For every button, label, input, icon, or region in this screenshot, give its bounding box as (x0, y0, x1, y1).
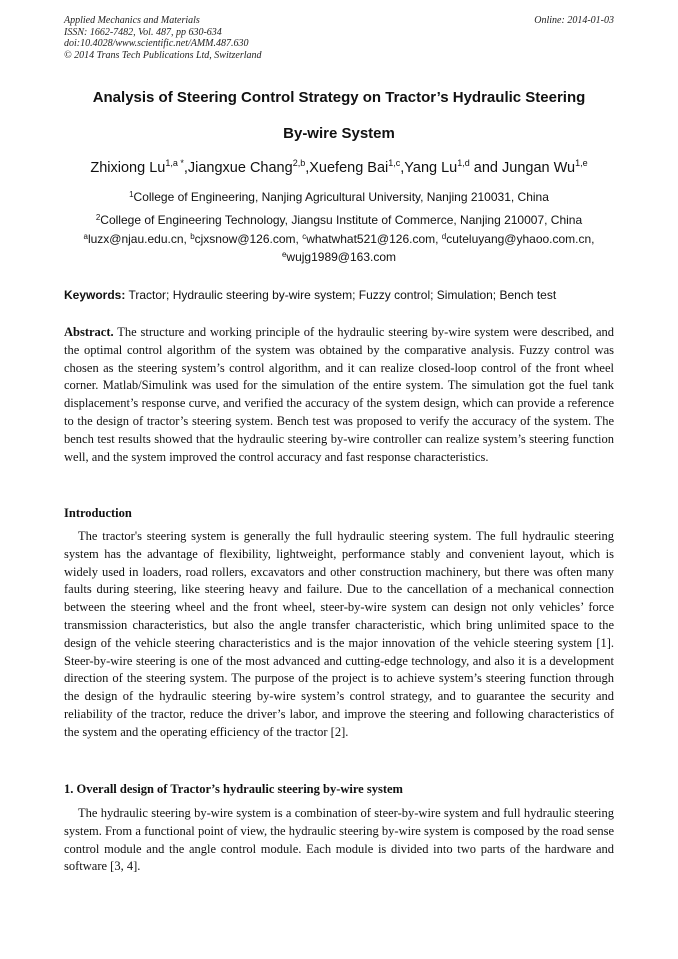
author-name: Zhixiong Lu (90, 160, 166, 176)
abstract-label: Abstract. (64, 325, 114, 339)
author-separator: , (400, 160, 405, 176)
author-separator: and (469, 160, 503, 176)
affiliation-mark: 1 (129, 190, 134, 199)
author-name: Xuefeng Bai (309, 160, 389, 176)
email-mark: b (190, 232, 195, 241)
email-text: luzx@njau.edu.cn, (87, 232, 191, 246)
author-name: Jungan Wu (502, 160, 576, 176)
email-mark: a (83, 232, 88, 241)
author-affiliation-mark: 1,d (457, 158, 470, 168)
journal-doi: doi:10.4028/www.scientific.net/AMM.487.630 (64, 38, 249, 49)
journal-issn: ISSN: 1662-7482, Vol. 487, pp 630-634 (64, 26, 222, 38)
keywords (64, 288, 624, 303)
journal-header (64, 15, 262, 61)
overall-design-paragraph: The hydraulic steering by-wire system is a combination of steer-by-wire system and full hydraulic steering system. From a functional point of view, the hydraulic steering by-wire system is composed by the road sense control module and the angle control module. Each module is divided into two parts of the hardware and software [3, 4]. (64, 806, 614, 874)
keywords-text: Tractor; Hydraulic steering by-wire system; Fuzzy control; Simulation; Bench test (125, 288, 557, 302)
affiliation-text: College of Engineering Technology, Jiangsu Institute of Commerce, Nanjing 210007, China (100, 213, 583, 227)
author-separator: , (305, 160, 310, 176)
author-separator: , (183, 160, 188, 176)
author-name: Yang Lu (404, 160, 458, 176)
author-affiliation-mark: 2,b (292, 158, 306, 168)
journal-name: Applied Mechanics and Materials (64, 15, 200, 26)
email-mark: e (281, 250, 287, 259)
author-list (20, 158, 658, 178)
author-emails (20, 232, 658, 247)
email-text: cuteluyang@yhaoo.com.cn, (446, 232, 595, 246)
journal-copyright: © 2014 Trans Tech Publications Ltd, Switzerland (64, 49, 262, 61)
abstract-text: The structure and working principle of the hydraulic steering by-wire system were described, and the optimal control algorithm of the system was obtained by the comparative analysis. Fuzzy control was chosen as the steering system’s control algorithm, and it can realize closed-loop control of the front wheel corner. Matlab/Simulink was used for the simulation of the entire system. The simulation got the fuel tank displacement’s response curve, and verified the accuracy of the system design, which can provide a reference to the design of tractor’s steering system. Bench test was proposed to verify the accuracy of the system. The bench test results showed that the hydraulic steering by-wire controller can realize system’s steering function well, and the system improved the control accuracy and fast response characteristics. (64, 325, 614, 464)
affiliation-mark: 2 (95, 213, 101, 222)
email-text: cjxsnow@126.com, (194, 232, 303, 246)
section-heading-introduction: Introduction (64, 506, 132, 520)
keywords-label: Keywords: (64, 288, 126, 302)
affiliation-text: College of Engineering, Nanjing Agricultural University, Nanjing 210031, China (133, 190, 549, 204)
email-mark: c (302, 232, 307, 241)
email-text: wujg1989@163.com (286, 250, 397, 264)
email-mark: d (441, 232, 447, 241)
section-heading-overall-design: 1. Overall design of Tractor’s hydraulic steering by-wire system (64, 782, 403, 796)
author-affiliation-mark: 1,a * (165, 158, 184, 168)
introduction-paragraph: The tractor's steering system is generally the full hydraulic steering system. The full hydraulic steering system has the advantage of flexibility, lightweight, performance stably and convenient layout, which is widely used in loaders, road rollers, excavators and other construction machinery, but there was often many faults during steering, like steering heavy and failure. Due to the cancellation of a mechanical connection between the steering wheel and the front wheel, steer-by-wire system can design not only vehicles’ force transmission characteristics, but also the angle transfer characteristic, which bring unlimited space to the design of the vehicle steering characteristics and is the major innovation of the vehicle steering system [1]. Steer-by-wire steering is one of the most advanced and cutting-edge technology, and also it is a development direction of the steering system. The purpose of the project is to achieve system’s steering function through the design of the hydraulic steering by-wire system’s control strategy, and to guarantee the security and reliability of the tractor, reduce the driver’s labor, and improve the steering and following characteristics of the system and the operating efficiency of the tractor [2]. (64, 529, 614, 739)
author-email-last (20, 250, 658, 265)
affiliation-1 (20, 190, 658, 205)
author-affiliation-mark: 1,c (388, 158, 401, 168)
email-text: whatwhat521@126.com, (306, 232, 442, 246)
abstract (64, 324, 614, 466)
paper-title-line-2: By-wire System (283, 125, 395, 142)
online-date: Online: 2014-01-03 (534, 15, 614, 26)
affiliation-2 (20, 213, 658, 228)
paper-title-line-1: Analysis of Steering Control Strategy on Tractor’s Hydraulic Steering (92, 89, 586, 106)
author-affiliation-mark: 1,e (575, 158, 588, 168)
author-name: Jiangxue Chang (187, 160, 293, 176)
